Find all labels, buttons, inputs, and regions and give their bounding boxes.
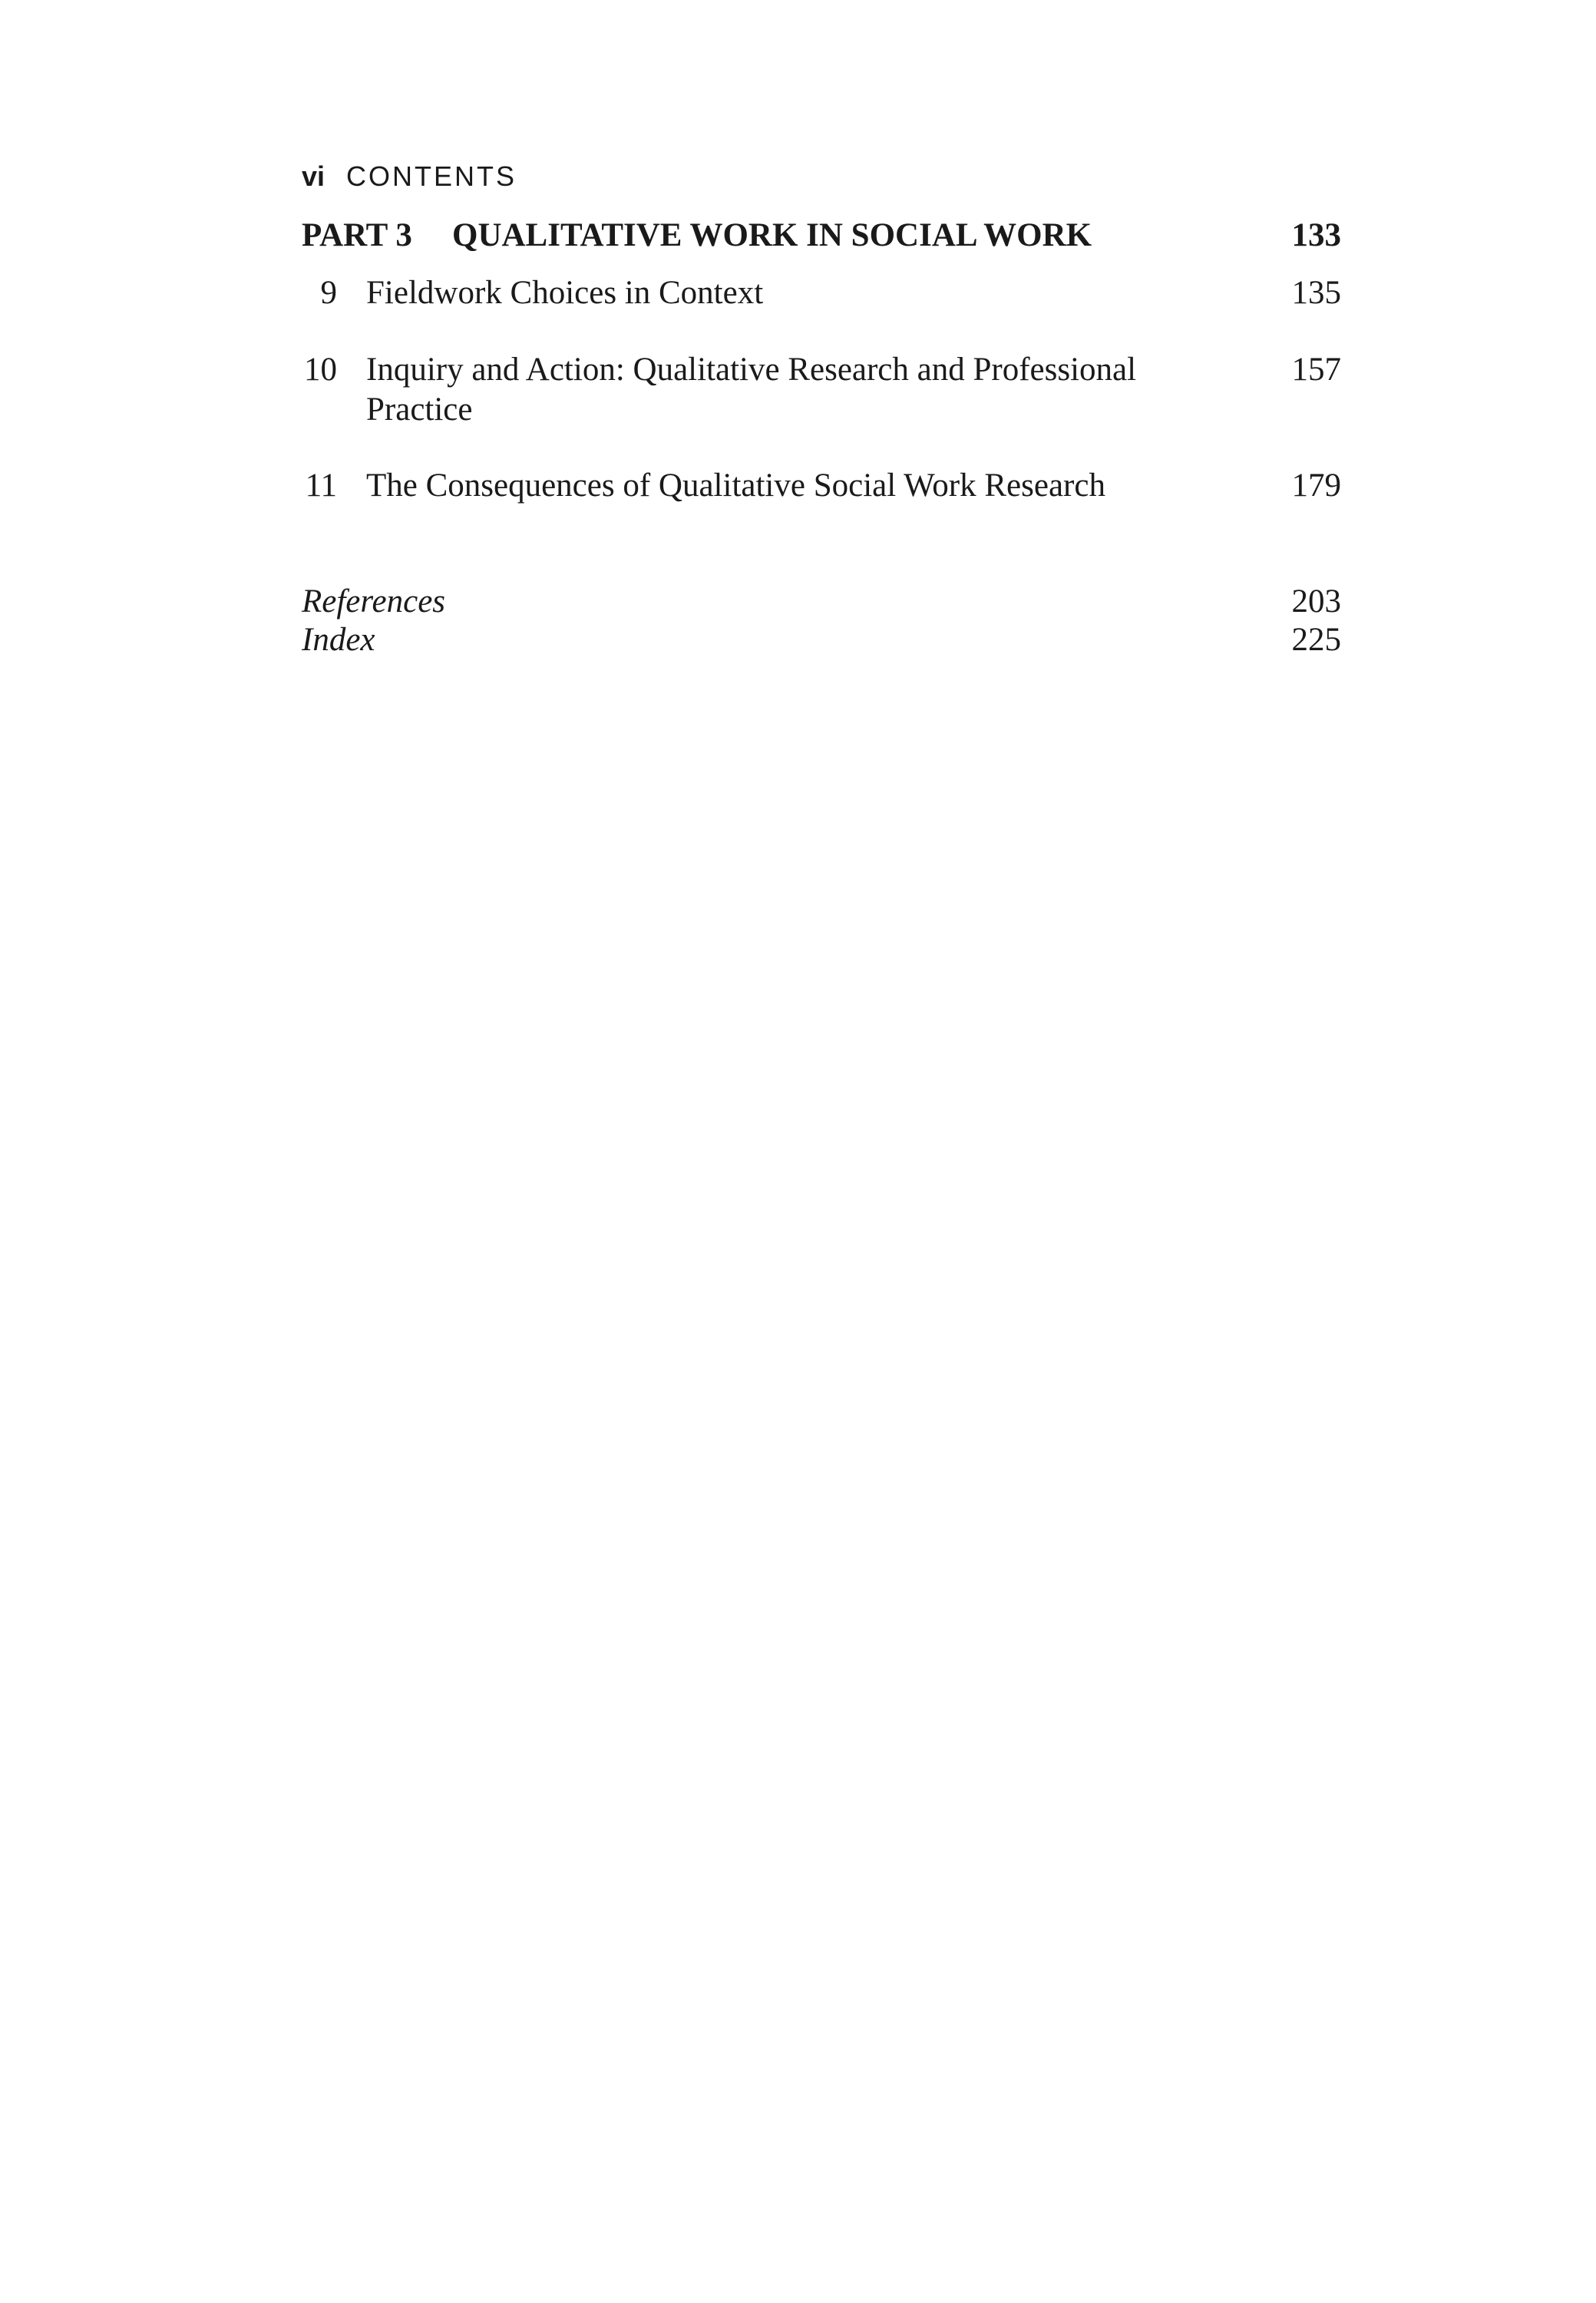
running-head-section: CONTENTS: [346, 160, 517, 192]
chapter-page-number: 157: [1291, 352, 1341, 388]
chapter-title: Inquiry and Action: Qualitative Research and Professional Practice: [366, 352, 1137, 428]
chapter-page-number: 135: [1291, 275, 1341, 311]
toc-back-matter-entry: [302, 620, 1341, 660]
toc-chapter-entry: [302, 273, 1341, 313]
chapter-number: 9: [320, 275, 337, 311]
part-page-number: 133: [1291, 217, 1341, 253]
chapter-number: 10: [304, 352, 337, 388]
back-matter-title: Index: [302, 622, 375, 658]
page-folio: vi: [302, 160, 325, 192]
toc-chapter-entry: [302, 350, 1341, 430]
part-label: PART 3: [302, 217, 412, 253]
chapter-title: The Consequences of Qualitative Social Work Research: [366, 468, 1105, 504]
chapter-page-number: 179: [1291, 468, 1341, 504]
back-matter-page-number: 203: [1291, 583, 1341, 620]
chapter-number: 11: [305, 468, 337, 504]
back-matter-title: References: [302, 583, 446, 620]
running-head: [302, 160, 517, 193]
part-title: QUALITATIVE WORK IN SOCIAL WORK: [452, 217, 1092, 253]
back-matter-page-number: 225: [1291, 622, 1341, 658]
chapter-title: Fieldwork Choices in Context: [366, 275, 764, 311]
toc-back-matter-entry: [302, 582, 1341, 622]
toc-chapter-entry: [302, 466, 1341, 506]
